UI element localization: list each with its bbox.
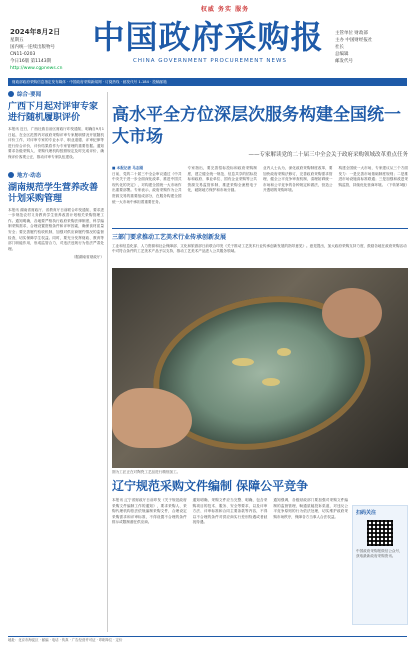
article-col-2: 通知明确，采购文件应当完整、明确，包含采购项目的技术、服务、安全等要求，以及评审方法、评审标准和合同主要条款等内容，不得以不合理的条件对供应商实行差别待遇或者歧视待遇。 — [192, 498, 268, 525]
newspaper-title: 中国政府采购报 — [92, 18, 324, 56]
website-link[interactable]: http://www.cgpnews.cn — [10, 66, 63, 71]
lead-headline[interactable]: 高水平全方位深层次服务构建全国统一大市场 — [112, 105, 401, 147]
lead-col-2: 专家指出，要完善招标投标和政府采购制度，建立健全统一规范、信息共享的招标投标和政府、事业单位、国有企业采购等公共资源交易监管体制，推进采购全流程电子化，破除地方保护和市场分割。 — [187, 166, 257, 193]
box-headline[interactable]: 三部门要求推动工艺美术行业传承创新发展 — [112, 234, 227, 241]
left-meta-1: 国内统一连续出版物号 — [10, 45, 55, 50]
lead-col-1-text: 日前，党的二十届三中全会审议通过《中共中央关于进一步全面深化改革、推进中国式现代化的决定》，对构建全国统一大市场作出重要部署。专家表示，政府采购作为公共资源交易的重要组成部分，在服务构建全国统一大市场中承担着重要任务。 — [112, 171, 182, 204]
bird-motif — [277, 348, 291, 356]
article-headline[interactable]: 辽宁规范采购文件编制 保障公平竞争 — [112, 479, 309, 493]
article-source: （据湖南省财政厅） — [71, 255, 104, 260]
masthead-right-info — [335, 30, 407, 65]
article-body: 本报讯 湖南省财政厅、省教育厅日前联合印发通知，要求进一步规范农村义务教育学生营养改善计划相关采购管理工作。通知明确，各地要严格执行政府采购法律制度，科学编制采购需求，合理设置资格条件和评审因素，确保食材质量安全；要完善履约验收机制，加强对供应商履约情况的监督检查，切实保障学生权益。同时，要充分发挥财政、教育等部门职能作用，形成监管合力，对违法违规行为依法严肃处理。 — [8, 207, 104, 251]
column-divider — [107, 92, 108, 632]
promo-title: 扫码关注 — [356, 510, 377, 516]
section-label: 综合·要闻 — [17, 92, 42, 98]
info-bar: 财政部政府采购信息指定发布媒体 · 中国政府采购新闻网 · 订阅热线 · 邮发代号 1-184 · 投稿邮箱 — [8, 78, 407, 86]
lead-article — [112, 90, 408, 205]
left-meta-3: 今日16版 第1143期 — [10, 59, 52, 64]
article-headline[interactable]: 湖南规范学生营养改善计划采购管理 — [8, 182, 99, 204]
bird-motif — [262, 378, 280, 386]
section-tag-news — [8, 90, 104, 98]
qr-code-icon[interactable] — [367, 520, 393, 546]
right-meta-2: 主办 中国财经报社 — [335, 38, 373, 43]
promo-text: 中国政府采购报微信公众号，获取最新政府采购资讯。 — [356, 549, 403, 558]
right-meta-3: 社长 — [335, 45, 344, 50]
box-body: 工业和信息化部、人力资源和社会保障部、文化和旅游部日前联合印发《关于推动工艺美术行业传承创新发展的指导意见》。意见提出，加大政府采购支持力度，鼓励各地在政府采购活动中对符合条件的工艺美术产品予以支持，推动工艺美术产品进入公共服务领域。 — [112, 244, 407, 254]
article-col-3: 通知强调，各级财政部门要加强对采购文件编制的监督管理，畅通质疑投诉渠道，对违反公平竞争原则的行为依法处理，切实维护政府采购市场秩序，保障各方当事人合法权益。 — [273, 498, 349, 519]
section-tag-local — [8, 171, 104, 179]
lead-col-4: 构建全国统一大市场，专家建议从三个方面发力：一是完善市场基础制度规则；二是推进市场设施高标准联通；三是加强和改进采购监管，持续优化营商环境。（下转第3版） — [338, 166, 410, 187]
left-meta-2: CN11-0203 — [10, 52, 36, 57]
wechat-promo[interactable] — [352, 505, 408, 625]
lead-byline: ■ 本报记者 马志刚 — [112, 166, 144, 170]
bird-motif — [232, 358, 254, 366]
masthead-left-info — [10, 28, 88, 72]
lead-columns — [112, 166, 408, 205]
article-col-1: 本报讯 辽宁省财政厅日前印发《关于规范政府采购文件编制工作的通知》，要求采购人、采购代理机构依法依规编制采购文件，合理设定采购需求和评审标准，不得设置不合理的条件排斥或限制潜在供应商。 — [112, 498, 187, 525]
lead-col-3: 业内人士认为，深化政府采购制度改革，要加快政府采购法修订，完善政府采购需求管理，健全公平竞争审查机制，清理妨碍统一市场和公平竞争的各种规定和做法，营造公开透明的采购环境。 — [263, 166, 333, 193]
issue-date: 2024年8月2日 — [10, 28, 61, 36]
page-footer: 地址：北京市海淀区 · 邮编 · 电话 · 传真 · 广告经营许可证 · 印刷单位 · 定价 — [8, 636, 407, 646]
right-meta-1: 主管单位 财政部 — [335, 31, 368, 36]
lead-subheadline: ——专家解读党的二十届三中全会关于政府采购领域改革重点任务 — [248, 152, 408, 158]
feature-photo — [112, 268, 408, 468]
left-column — [8, 90, 104, 635]
newspaper-title-en: CHINA GOVERNMENT PROCUREMENT NEWS — [133, 58, 287, 64]
masthead — [0, 0, 415, 78]
lead-col-1 — [112, 166, 182, 205]
article-headline[interactable]: 广西下月起对评审专家进行随机履职评价 — [8, 102, 99, 123]
section-label: 地方·动态 — [17, 172, 42, 179]
masthead-slogan: 权威 务实 服务 — [200, 6, 250, 13]
hand-image — [322, 288, 382, 338]
section-dot-icon — [8, 172, 14, 178]
issue-weekday: 星期五 — [10, 38, 24, 43]
photo-caption: 图为工匠正在对陶瓷工艺品进行精细加工。 — [112, 470, 181, 474]
right-meta-4: 总编辑 — [335, 52, 349, 57]
box-article — [112, 228, 408, 268]
right-meta-5: 邮发代号 — [335, 59, 353, 64]
article-columns — [112, 498, 348, 526]
section-dot-icon — [8, 91, 14, 97]
article-body: 本报讯 近日，广西壮族自治区财政厅印发通知，明确自9月1日起，在全区范围内对政府采购评审专家履职情况开展随机评价工作，对评审专家的专业水平、职业道德、评审纪律等进行综合评价，评价结果将作为专家管理的重要依据。通知要求各级采购人、采购代理机构按照规定及时完成评价，确保评价客观公正，推动评审专家队伍建设。 — [8, 127, 104, 159]
